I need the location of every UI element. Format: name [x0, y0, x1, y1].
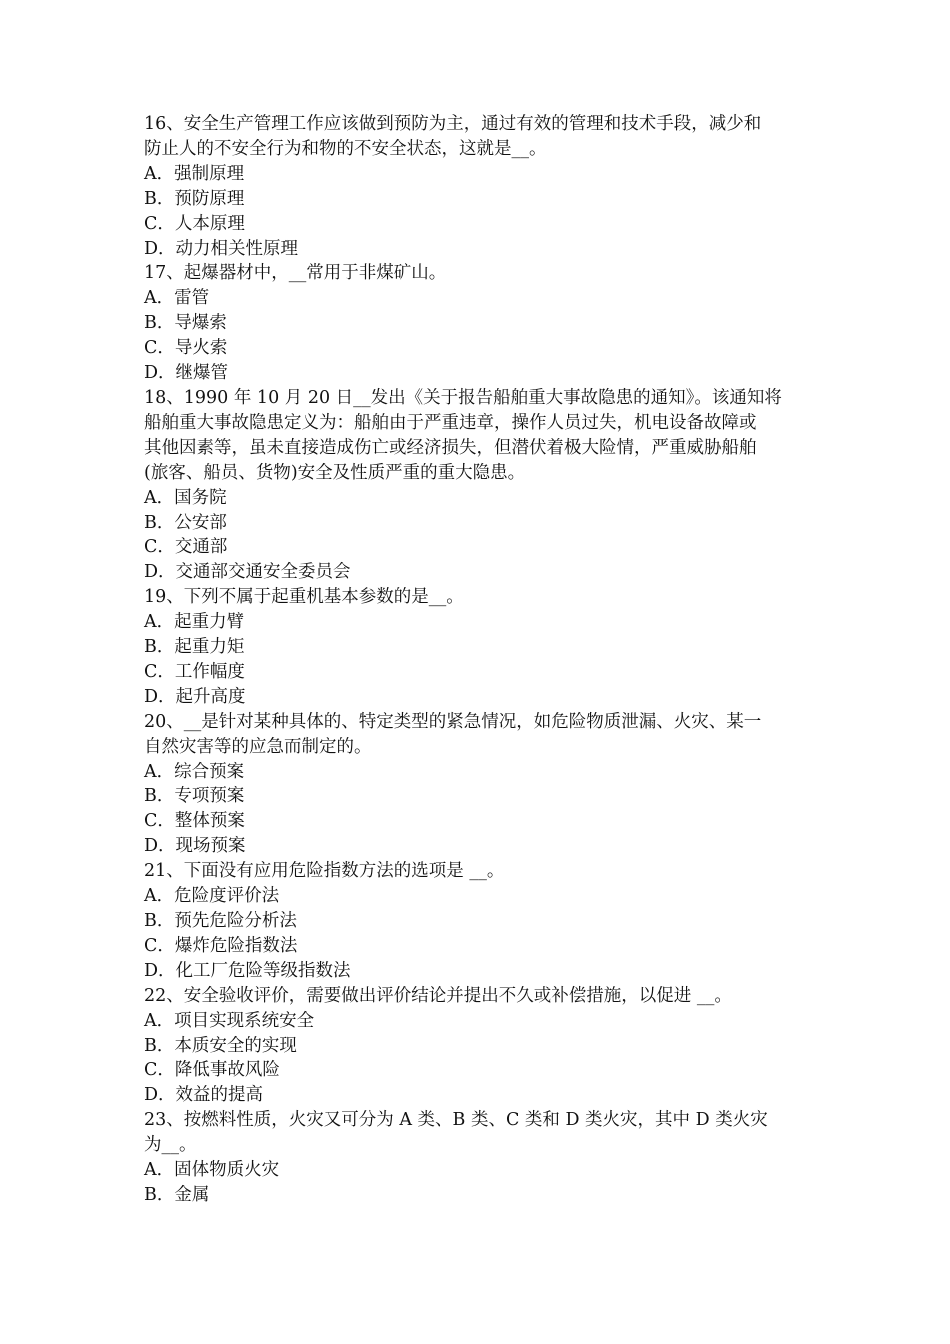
option-c: C．人本原理: [144, 213, 245, 234]
question-19: [144, 585, 808, 710]
question-text-line: 22、安全验收评价，需要做出评价结论并提出不久或补偿措施，以促进 __。: [144, 985, 732, 1006]
option-b: B．金属: [144, 1184, 210, 1205]
option-b: B．公安部: [144, 512, 227, 533]
question-text-line: 其他因素等，虽未直接造成伤亡或经济损失，但潜伏着极大险情，严重威胁船舶: [144, 437, 757, 458]
question-text-line: 19、下列不属于起重机基本参数的是__。: [144, 587, 464, 608]
question-text-line: 自然灾害等的应急而制定的。: [144, 736, 372, 757]
option-d: D．继爆管: [144, 363, 229, 384]
question-18: [144, 386, 808, 585]
option-d: D．动力相关性原理: [144, 238, 299, 259]
question-16: [144, 112, 808, 261]
question-text-line: 防止人的不安全行为和物的不安全状态，这就是__。: [144, 138, 547, 159]
question-17: [144, 261, 808, 386]
option-d: D．化工厂危险等级指数法: [144, 960, 351, 981]
option-b: B．预防原理: [144, 188, 245, 209]
option-a: A．雷管: [144, 288, 210, 309]
question-23: [144, 1108, 808, 1208]
option-d: D．现场预案: [144, 836, 246, 857]
option-b: B．专项预案: [144, 786, 245, 807]
question-20: [144, 710, 808, 859]
question-21: [144, 859, 808, 984]
option-c: C．导火索: [144, 338, 228, 359]
question-text-line: (旅客、船员、货物)安全及性质严重的重大隐患。: [144, 462, 526, 483]
option-c: C．降低事故风险: [144, 1060, 280, 1081]
option-b: B．起重力矩: [144, 637, 245, 658]
option-a: A．项目实现系统安全: [144, 1010, 315, 1031]
option-a: A．强制原理: [144, 163, 245, 184]
option-c: C．爆炸危险指数法: [144, 935, 298, 956]
option-a: A．固体物质火灾: [144, 1160, 280, 1181]
option-b: B．预先危险分析法: [144, 911, 297, 931]
question-text-line: 船舶重大事故隐患定义为：船舶由于严重违章，操作人员过失，机电设备故障或: [144, 412, 757, 433]
question-text-line: 20、__是针对某种具体的、特定类型的紧急情况，如危险物质泄漏、火灾、某一: [144, 711, 762, 732]
option-a: A．起重力臂: [144, 612, 245, 633]
option-c: C．工作幅度: [144, 661, 245, 682]
question-22: [144, 984, 808, 1109]
option-d: D．交通部交通安全委员会: [144, 562, 351, 583]
option-c: C．交通部: [144, 537, 228, 558]
option-a: A．危险度评价法: [144, 886, 280, 907]
option-b: B．导爆索: [144, 313, 227, 334]
question-text-line: 23、按燃料性质，火灾又可分为 A 类、B 类、C 类和 D 类火灾，其中 D 类火灾: [144, 1110, 768, 1131]
option-d: D．起升高度: [144, 686, 246, 707]
option-b: B．本质安全的实现: [144, 1035, 297, 1056]
document-page: [144, 112, 808, 1208]
option-d: D．效益的提高: [144, 1085, 264, 1106]
question-text-line: 21、下面没有应用危险指数方法的选项是 __。: [144, 861, 505, 882]
question-text-line: 为__。: [144, 1135, 197, 1156]
option-a: A．国务院: [144, 487, 227, 508]
question-text-line: 16、安全生产管理工作应该做到预防为主，通过有效的管理和技术手段，减少和: [144, 114, 762, 134]
option-c: C．整体预案: [144, 811, 245, 832]
question-text-line: 17、起爆器材中，__常用于非煤矿山。: [144, 263, 447, 284]
question-text-line: 18、1990 年 10 月 20 日__发出《关于报告船舶重大事故隐患的通知》。该通知将: [144, 387, 782, 408]
option-a: A．综合预案: [144, 761, 245, 782]
